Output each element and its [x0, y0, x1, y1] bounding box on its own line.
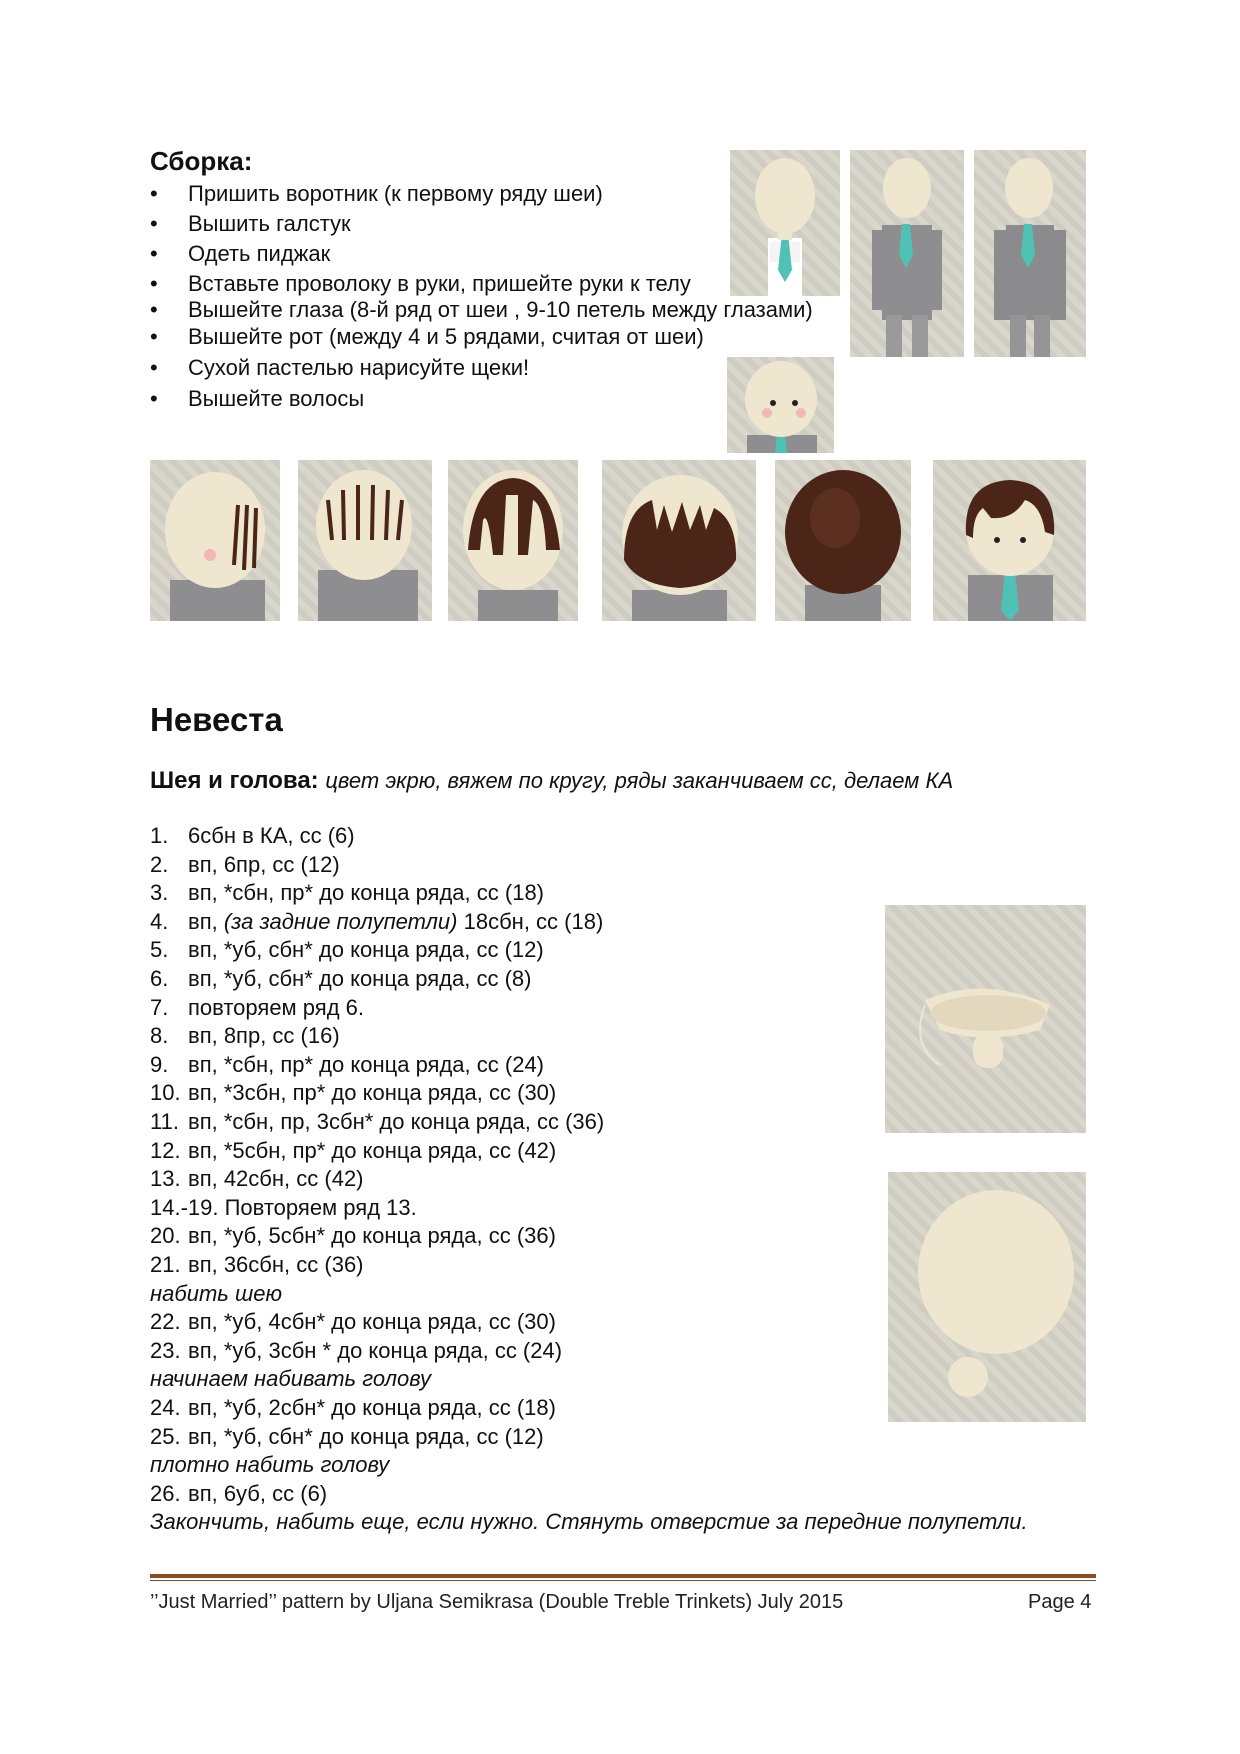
- photo-head-base: [885, 905, 1086, 1133]
- footer-rule-thin: [150, 1580, 1096, 1581]
- photo-hair-step-5: [775, 460, 911, 621]
- photo-hair-step-4: [602, 460, 756, 621]
- photo-hair-step-1: [150, 460, 280, 621]
- subsection-note: цвет экрю, вяжем по кругу, ряды заканчиваем сс, делаем КА: [325, 768, 954, 793]
- subsection-header: [150, 766, 953, 796]
- photo-doll-collar-tie: [730, 150, 840, 296]
- photo-hair-step-3: [448, 460, 578, 621]
- page-number: Page 4: [1028, 1591, 1092, 1613]
- bride-title: Невеста: [150, 701, 283, 738]
- footer-credit: ’’Just Married’’ pattern by Uljana Semikrasa (Double Treble Trinkets) July 2015: [150, 1591, 844, 1613]
- photo-doll-jacket-arms: [974, 150, 1086, 357]
- photo-hair-step-2: [298, 460, 432, 621]
- footer-rule: [150, 1574, 1096, 1578]
- photo-doll-face: [727, 357, 834, 453]
- photo-head-stuffed: [888, 1172, 1086, 1422]
- assembly-title: Сборка:: [150, 146, 253, 176]
- photo-doll-jacket-front: [850, 150, 964, 357]
- photo-hair-finished: [933, 460, 1086, 621]
- subsection-label: Шея и голова:: [150, 767, 319, 794]
